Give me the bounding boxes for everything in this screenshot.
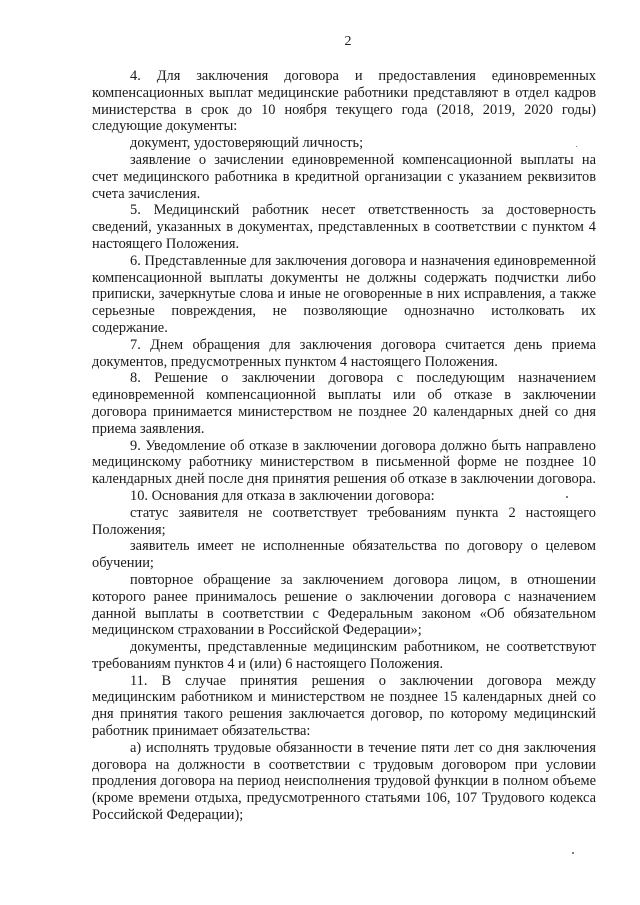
list-item-repeated-request: повторное обращение за заключением договора лицом, в отношении которого ранее принималось решение о заключении договора с назначением данной выплаты в соответствии с Федеральным законом «Об обязательном медицинском страховании в Российской Федерации»; (92, 571, 596, 639)
paragraph-8: 8. Решение о заключении договора с последующим назначением единовременной компенсационной выплаты или об отказе в заключении договора принимается министерством не позднее 20 календарных дней со дня приема заявления. (92, 370, 596, 437)
list-item-a: а) исполнять трудовые обязанности в течение пяти лет со дня заключения договора на должности в соответствии с трудовым договором при условии продления договора на период неисполнения трудовой функции в полном объеме (кроме времени отдыха, предусмотренного статьями 106, 107 Трудового кодекса Российской Федерации); (92, 739, 596, 824)
list-item-status: статус заявителя не соответствует требованиям пункта 2 настоящего Положения; (92, 504, 596, 538)
scan-speck (576, 146, 577, 147)
paragraph-10: 10. Основания для отказа в заключении договора: (130, 487, 435, 504)
page-number: 2 (344, 34, 352, 49)
list-item-documents: документы, представленные медицинским работником, не соответствуют требованиям пунктов 4 и (или) 6 настоящего Положения. (92, 639, 596, 672)
list-item-obligations: заявитель имеет не исполненные обязательства по договору о целевом обучении; (92, 538, 596, 572)
paragraph-9: 9. Уведомление об отказе в заключении договора должно быть направлено медицинскому работнику министерством в письменной форме не позднее 10 календарных дней после дня принятия решения об отказе в заключении договора. (92, 437, 596, 488)
paragraph-4: 4. Для заключения договора и предоставления единовременных компенсационных выплат медицинские работники представляют в отдел кадров министерства в срок до 10 ноября текущего года (2018, 2019, 2020 годы) следующие документы: (92, 68, 596, 135)
list-item-identity-document: документ, удостоверяющий личность; (130, 135, 364, 152)
paragraph-6: 6. Представленные для заключения договора и назначения единовременной компенсационной выплаты документы не должны содержать подчистки либо приписки, зачеркнутые слова и иные не оговоренные в них исправления, а также серьезные повреждения, не позволяющие однозначно истолковать их содержание. (92, 252, 596, 336)
list-item-application: заявление о зачислении единовременной компенсационной выплаты на счет медицинского работника в кредитной организации с указанием реквизитов счета зачисления. (92, 151, 596, 202)
paragraph-7: 7. Днем обращения для заключения договора считается день приема документов, предусмотренных пунктом 4 настоящего Положения. (92, 336, 596, 370)
paragraph-11: 11. В случае принятия решения о заключении договора между медицинским работником и министерством не позднее 15 календарных дней со дня принятия такого решения заключается договор, по которому медицинский работник принимает обязательства: (92, 672, 596, 740)
scan-speck (566, 496, 568, 498)
scan-speck (572, 852, 574, 854)
paragraph-5: 5. Медицинский работник несет ответственность за достоверность сведений, указанных в документах, представленных в соответствии с пунктом 4 настоящего Положения. (92, 202, 596, 252)
